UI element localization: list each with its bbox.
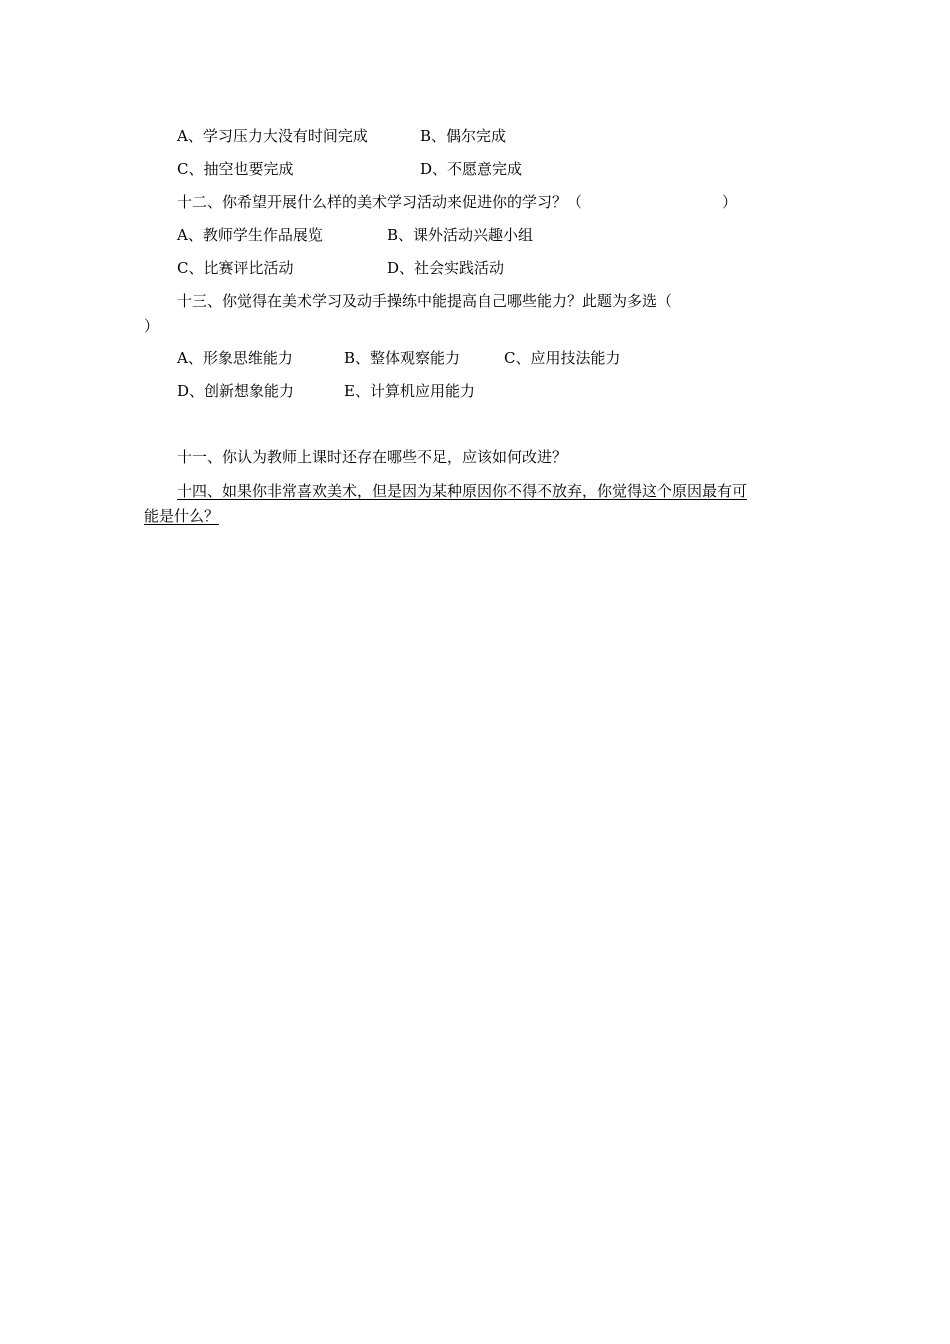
q12-option-d: D、社会实践活动 bbox=[387, 259, 505, 277]
q14-question-line-2: 能是什么？ bbox=[144, 507, 220, 525]
q13-option-b: B、整体观察能力 bbox=[344, 349, 461, 367]
q10-option-b: B、偶尔完成 bbox=[420, 127, 507, 145]
q12-option-a: A、教师学生作品展览 bbox=[177, 226, 323, 244]
q13-question: 十三、你觉得在美术学习及动手操练中能提高自己哪些能力？此题为多选（ bbox=[177, 292, 673, 310]
q12-option-b: B、课外活动兴趣小组 bbox=[387, 226, 534, 244]
q13-option-a: A、形象思维能力 bbox=[177, 349, 293, 367]
q10-option-d: D、不愿意完成 bbox=[420, 160, 523, 178]
q10-option-c: C、抽空也要完成 bbox=[177, 160, 294, 178]
q13-option-c: C、应用技法能力 bbox=[504, 349, 621, 367]
q13-option-e: E、计算机应用能力 bbox=[344, 382, 475, 400]
q12-option-c: C、比赛评比活动 bbox=[177, 259, 294, 277]
q14-question-line-1 bbox=[144, 481, 747, 501]
q10-option-a: A、学习压力大没有时间完成 bbox=[177, 127, 368, 145]
q13-close-paren: ） bbox=[144, 317, 160, 335]
q13-option-d: D、创新想象能力 bbox=[177, 382, 295, 400]
q12-close-paren: ） bbox=[722, 193, 738, 211]
q12-question: 十二、你希望开展什么样的美术学习活动来促进你的学习？（ bbox=[177, 193, 583, 211]
q11-question: 十一、你认为教师上课时还存在哪些不足，应该如何改进？ bbox=[177, 448, 568, 466]
q14-line1-text: 十四、如果你非常喜欢美术，但是因为某种原因你不得不放弃，你觉得这个原因最有可 bbox=[177, 482, 748, 500]
